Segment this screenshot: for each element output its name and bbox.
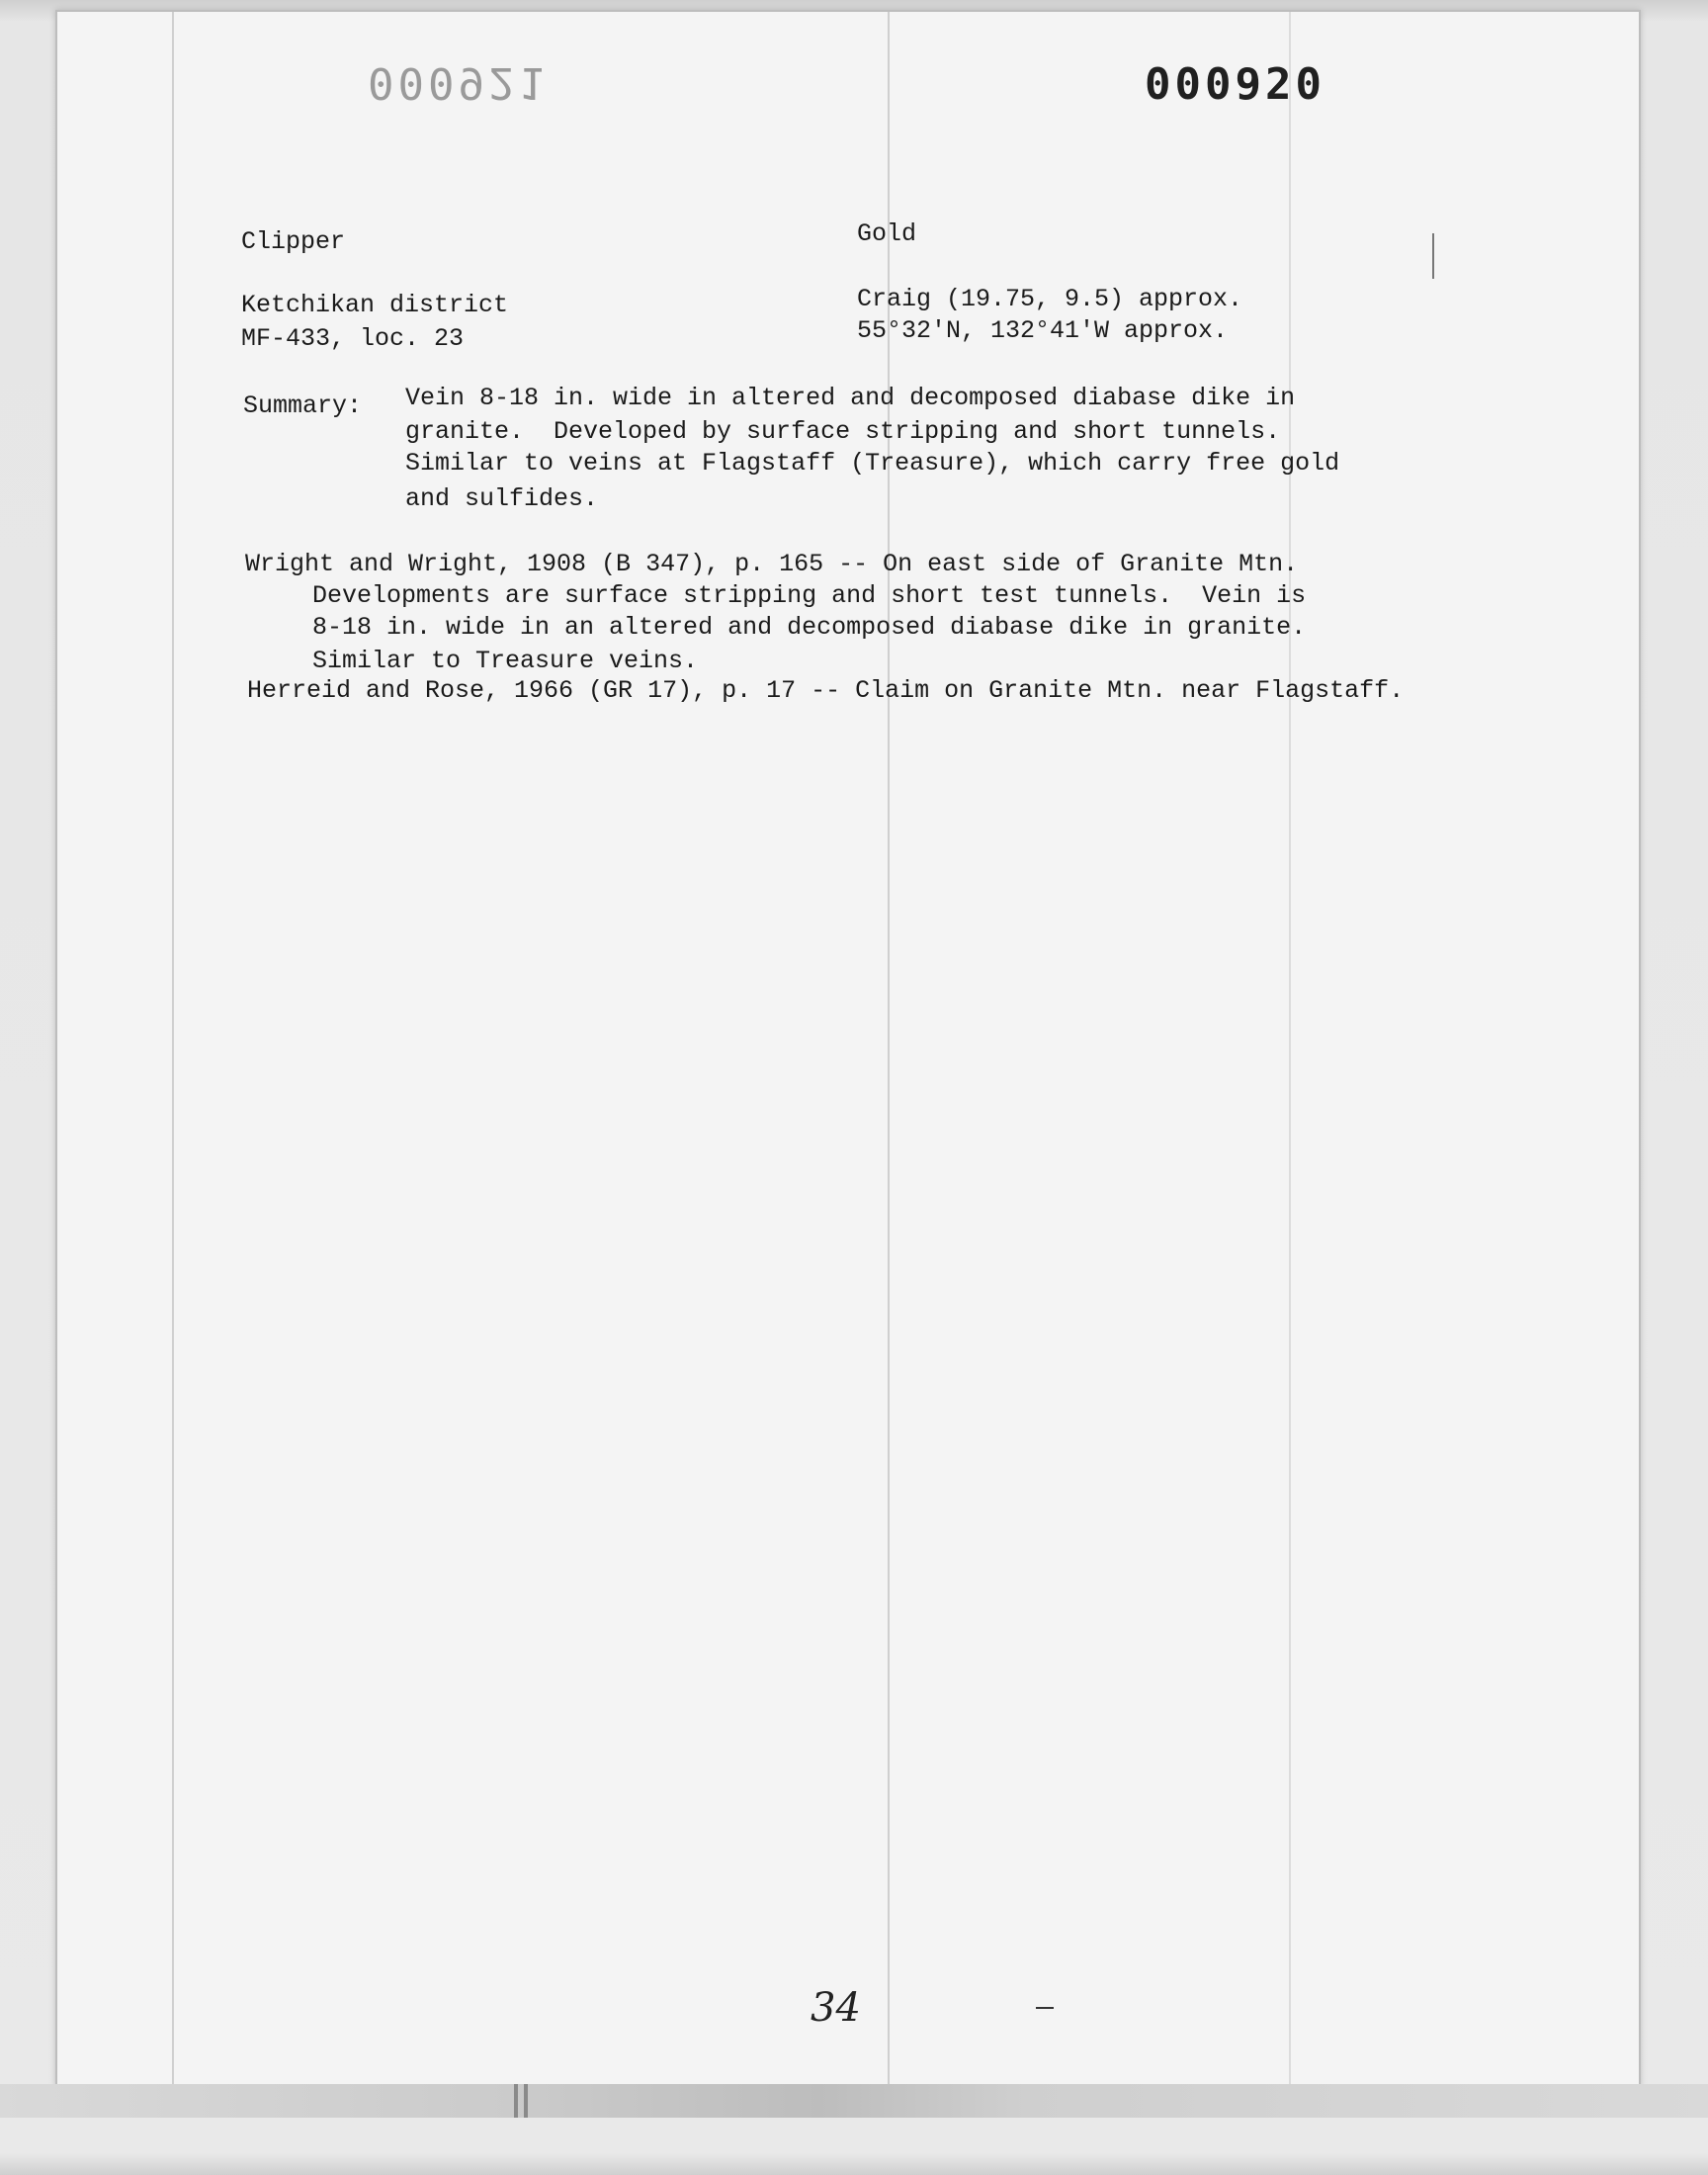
quadrangle: Craig (19.75, 9.5) approx. xyxy=(857,285,1243,313)
district: Ketchikan district xyxy=(241,291,509,319)
scanner-edge-mark xyxy=(524,2084,528,2118)
summary-line: and sulfides. xyxy=(405,484,599,513)
bleed-through-stamp: 000921 xyxy=(368,57,549,108)
map-reference: MF-433, loc. 23 xyxy=(241,324,465,353)
reference-line: Similar to Treasure veins. xyxy=(312,647,699,675)
scanner-edge-mark xyxy=(514,2084,518,2118)
coordinates: 55°32'N, 132°41'W approx. xyxy=(857,316,1229,345)
summary-line: granite. Developed by surface stripping and short tunnels. xyxy=(405,417,1281,446)
summary-line: Similar to veins at Flagstaff (Treasure), which carry free gold xyxy=(405,449,1340,478)
scanner-edge xyxy=(0,2084,1708,2118)
page-number: 34 xyxy=(811,1985,861,2031)
reference-line: Herreid and Rose, 1966 (GR 17), p. 17 -- Claim on Granite Mtn. near Flagstaff. xyxy=(247,676,1405,705)
reference-line: 8-18 in. wide in an altered and decomposed diabase dike in granite. xyxy=(312,613,1307,642)
reference-line: Developments are surface stripping and short test tunnels. Vein is xyxy=(312,581,1307,610)
reference-line: Wright and Wright, 1908 (B 347), p. 165 -- On east side of Granite Mtn. xyxy=(245,550,1299,578)
summary-label: Summary: xyxy=(243,392,363,420)
commodity: Gold xyxy=(857,219,917,248)
property-name: Clipper xyxy=(241,227,346,256)
summary-line: Vein 8-18 in. wide in altered and decomposed diabase dike in xyxy=(405,384,1296,412)
page-fold-line xyxy=(1289,12,1291,2086)
pen-mark xyxy=(1036,2007,1054,2009)
margin-tick xyxy=(1432,233,1434,279)
document-page xyxy=(55,10,1641,2088)
page-id-stamp: 000920 xyxy=(1145,59,1325,110)
page-fold-line xyxy=(172,12,174,2086)
